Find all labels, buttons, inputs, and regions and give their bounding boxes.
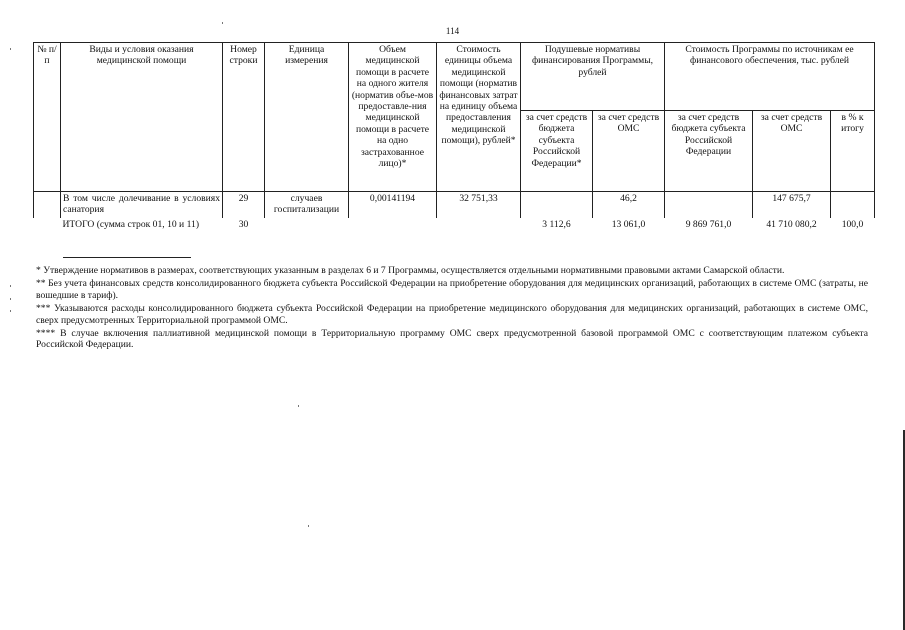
cell-name: В том числе долечивание в условиях санатория <box>61 192 223 218</box>
cell-unit <box>265 218 349 244</box>
header-program-budget: за счет средств бюджета субъекта Российской Федерации <box>665 111 753 192</box>
footnote-divider <box>63 257 191 258</box>
header-types: Виды и условия оказания медицинской помощи <box>61 43 223 192</box>
cell-num <box>34 218 61 244</box>
cell-program-percent <box>831 192 875 218</box>
header-cost: Стоимость единицы объема медицинской помощи (норматив финансовых затрат на единицу объема предоставления медицинской помощи), рублей* <box>437 43 521 192</box>
table-row <box>34 192 875 218</box>
cell-per-capita-budget: 3 112,6 <box>542 218 571 230</box>
scan-speck <box>10 285 11 287</box>
cell-per-capita-budget <box>521 192 593 218</box>
cell-row-number: 30 <box>238 218 249 230</box>
scan-speck <box>10 310 11 312</box>
scan-speck <box>298 405 299 407</box>
scan-speck <box>222 22 223 24</box>
header-program-percent: в % к итогу <box>831 111 875 192</box>
header-volume: Объем медицинской помощи в расчете на одного жителя (норматив объе-мов предоставле-ния медицинской помощи в расчете на одно застрахованное лицо)* <box>349 43 437 192</box>
financing-table <box>33 42 875 244</box>
cell-per-capita-oms: 46,2 <box>593 192 665 218</box>
footnote-2: ** Без учета финансовых средств консолидированного бюджета субъекта Российской Федерации на приобретение оборудования для медицинских организаций, работающих в системе ОМС (затраты, не вошедшие в тариф). <box>36 278 868 301</box>
cell-num <box>34 192 61 218</box>
cell-cost <box>437 218 521 244</box>
header-per-capita-budget: за счет средств бюджета субъекта Российской Федерации* <box>521 111 593 192</box>
header-unit: Единица измерения <box>265 43 349 192</box>
scan-speck <box>308 525 309 527</box>
cell-program-budget <box>665 192 753 218</box>
footnote-1: * Утверждение нормативов в размерах, соответствующих указанным в разделах 6 и 7 Программы, осуществляется отдельными нормативными правовыми актами Самарской области. <box>36 265 785 276</box>
cell-volume <box>349 218 437 244</box>
scan-speck <box>10 48 11 50</box>
header-program-cost: Стоимость Программы по источникам ее финансового обеспечения, тыс. рублей <box>665 43 875 111</box>
cell-volume: 0,00141194 <box>349 192 437 218</box>
table-row <box>34 218 875 244</box>
cell-program-budget: 9 869 761,0 <box>685 218 732 230</box>
footnote-4: **** В случае включения паллиативной медицинской помощи в Территориальную программу ОМС сверх предусмотренной базовой программой ОМС с соответствующим платежом субъекта Российской Федерации. <box>36 328 868 351</box>
cell-cost: 32 751,33 <box>437 192 521 218</box>
scan-speck <box>10 298 11 300</box>
page-number: 114 <box>445 26 460 36</box>
footnote-3: *** Указываются расходы консолидированного бюджета субъекта Российской Федерации на приобретение медицинского оборудования для медицинских организаций, работающих в системе ОМС, сверх предусмотренных Территориальной программой ОМС. <box>36 303 868 326</box>
header-num: № п/п <box>34 43 61 192</box>
header-per-capita: Подушевые нормативы финансирования Программы, рублей <box>521 43 665 111</box>
cell-program-percent: 100,0 <box>841 218 864 230</box>
header-row-number: Номер строки <box>223 43 265 192</box>
cell-program-oms: 41 710 080,2 <box>766 218 817 230</box>
cell-row-number: 29 <box>223 192 265 218</box>
header-program-oms: за счет средств ОМС <box>753 111 831 192</box>
cell-unit: случаев госпитализации <box>265 192 349 218</box>
header-per-capita-oms: за счет средств ОМС <box>593 111 665 192</box>
cell-program-oms: 147 675,7 <box>753 192 831 218</box>
footnotes <box>36 265 868 353</box>
cell-name: ИТОГО (сумма строк 01, 10 и 11) <box>62 218 200 230</box>
cell-per-capita-oms: 13 061,0 <box>611 218 646 230</box>
